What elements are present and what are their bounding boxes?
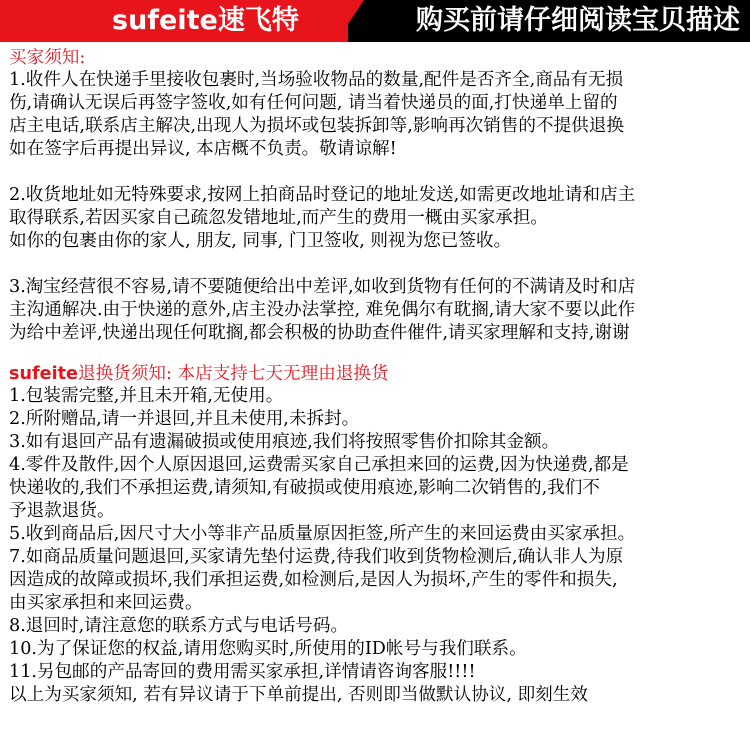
buyer-notice-title: 买家须知: [9,48,86,68]
notice-paragraph-2 [9,184,750,253]
returns-line: 5.收到商品后,因尺寸大小等非产品质量原因拒签,所产生的来回运费由买家承担。 [9,524,636,544]
returns-title-brand: sufeite [9,364,78,384]
notice-line: 如在签字后再提出异议, 本店概不负责。敬请谅解! [9,139,397,159]
notice-line: 主沟通解决.由于快递的意外,店主没办法掌控, 难免偶尔有耽搁,请大家不要以此作 [9,300,636,320]
notice-line: 伤,请确认无误后再签字签收,如有任何问题, 请当着快递员的面,打快递单上留的 [9,93,618,113]
returns-line: 8.退回时,请注意您的联系方式与电话号码。 [9,616,349,636]
paragraph-gap [9,161,750,184]
notice-line: 店主电话,联系店主解决,出现人为损坏或包装拆卸等,影响再次销售的不提供退换 [9,116,624,136]
returns-line: 快递收的,我们不承担运费,请须知,有破损或使用痕迹,影响二次销售的,我们不 [9,478,600,498]
brand-slant [336,0,364,42]
returns-line: 以上为买家须知, 若有异议请于下单前提出, 否则即当做默认协议, 即刻生效 [9,685,588,705]
header-banner [0,0,750,42]
returns-line: 10.为了保证您的权益,请用您购买时,所使用的ID帐号与我们联系。 [9,639,527,659]
returns-line: 2.所附赠品,请一并退回,并且未使用,未拆封。 [9,409,360,429]
returns-list [9,385,750,707]
notice-line: 1.收件人在快递手里接收包裹时,当场验收物品的数量,配件是否齐全,商品有无损 [9,70,624,90]
notice-content [0,42,750,707]
returns-title-text: 退换货须知: 本店支持七天无理由退换货 [77,364,389,384]
returns-line: 11.另包邮的产品寄回的费用需买家承担,详情请咨询客服!!!! [9,662,476,682]
notice-paragraph-1 [9,69,750,161]
notice-paragraph-3 [9,276,750,345]
returns-notice-title [9,363,750,385]
notice-line: 取得联系,若因买家自己疏忽发错地址,而产生的费用一概由买家承担。 [9,208,549,228]
returns-line: 3.如有退回产品有遗漏破损或使用痕迹,我们将按照零售价扣除其金额。 [9,432,560,452]
returns-line: 4.零件及散件,因个人原因退回,运费需买家自己承担来回的运费,因为快递费,都是 [9,455,629,475]
paragraph-gap [9,345,750,363]
returns-line: 7.如商品质量问题退回,买家请先垫付运费,待我们收到货物检测后,确认非人为原 [9,547,624,567]
notice-line: 2.收货地址如无特殊要求,按网上拍商品时登记的地址发送,如需更改地址请和店主 [9,185,636,205]
returns-line: 因造成的故障或损坏,我们承担运费,如检测后,是因人为损坏,产生的零件和损失, [9,570,618,590]
brand-logo-text: sufeite速飞特 [112,5,299,36]
returns-line: 1.包装需完整,并且未开箱,无使用。 [9,386,284,406]
returns-line: 予退款退货。 [9,501,115,521]
returns-line: 由买家承担和来回运费。 [9,593,203,613]
notice-line: 为给中差评,快递出现任何耽搁,都会积极的协助查件催件,请买家理解和支持,谢谢 [9,323,630,343]
notice-line: 3.淘宝经营很不容易,请不要随便给出中差评,如收到货物有任何的不满请及时和店 [9,277,636,297]
paragraph-gap [9,253,750,276]
banner-title: 购买前请仔细阅读宝贝描述 [416,5,740,36]
notice-line: 如你的包裹由你的家人, 朋友, 同事, 门卫签收, 则视为您已签收。 [9,231,512,251]
